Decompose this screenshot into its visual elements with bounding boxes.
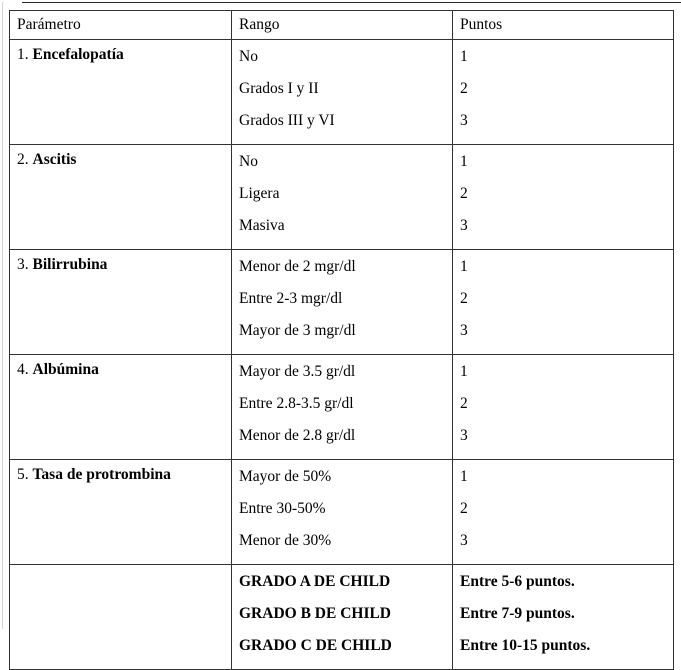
parameter-cell-ascitis bbox=[10, 145, 232, 250]
parameter-label bbox=[10, 460, 231, 483]
points-list bbox=[453, 40, 673, 144]
parameter-name: Bilirrubina bbox=[32, 256, 108, 273]
points-list bbox=[453, 460, 673, 564]
table-header-row bbox=[10, 11, 674, 40]
parameter-cell-bilirrubina bbox=[10, 250, 232, 355]
parameter-name: Encefalopatía bbox=[32, 46, 124, 63]
table-row bbox=[10, 460, 674, 565]
summary-score-cell bbox=[453, 565, 674, 670]
parameter-cell-tasa-de-protrombina bbox=[10, 460, 232, 565]
grade-list bbox=[232, 565, 452, 669]
range-item: No bbox=[239, 48, 258, 65]
parameter-name: Albúmina bbox=[32, 361, 99, 378]
range-list bbox=[232, 40, 452, 144]
parameter-label bbox=[10, 250, 231, 273]
points-item: 2 bbox=[460, 80, 468, 97]
points-list bbox=[453, 145, 673, 249]
range-list bbox=[232, 355, 452, 459]
score-item: Entre 10-15 puntos. bbox=[460, 637, 591, 654]
range-item: Mayor de 3 mgr/dl bbox=[239, 322, 356, 339]
table-row-summary bbox=[10, 565, 674, 670]
points-cell-tasa-de-protrombina bbox=[453, 460, 674, 565]
child-pugh-score-table bbox=[9, 10, 674, 670]
points-item: 3 bbox=[460, 322, 468, 339]
range-cell-tasa-de-protrombina bbox=[232, 460, 453, 565]
page-scan-artifact-top bbox=[22, 2, 681, 3]
points-item: 2 bbox=[460, 395, 468, 412]
range-list bbox=[232, 250, 452, 354]
range-item: Ligera bbox=[239, 185, 280, 202]
points-cell-albumina bbox=[453, 355, 674, 460]
summary-parameter-cell-empty bbox=[10, 565, 232, 670]
table-row bbox=[10, 145, 674, 250]
score-item: Entre 5-6 puntos. bbox=[460, 573, 575, 590]
points-item: 2 bbox=[460, 185, 468, 202]
column-header-rango bbox=[232, 11, 453, 40]
column-header-parametro bbox=[10, 11, 232, 40]
score-list bbox=[453, 565, 673, 669]
points-cell-encefalopatia bbox=[453, 40, 674, 145]
summary-parameter-label bbox=[10, 565, 231, 572]
page-scan-artifact-left bbox=[2, 2, 3, 629]
range-item: Entre 2-3 mgr/dl bbox=[239, 290, 343, 307]
column-header-puntos-label: Puntos bbox=[460, 16, 503, 33]
points-item: 1 bbox=[460, 258, 468, 275]
range-item: Mayor de 50% bbox=[239, 468, 332, 485]
points-item: 1 bbox=[460, 48, 468, 65]
parameter-name: Tasa de protrombina bbox=[32, 466, 171, 483]
parameter-number: 1. bbox=[17, 46, 29, 63]
points-list bbox=[453, 250, 673, 354]
table-row bbox=[10, 40, 674, 145]
range-item: Menor de 2 mgr/dl bbox=[239, 258, 356, 275]
range-item: Entre 30-50% bbox=[239, 500, 326, 517]
points-cell-ascitis bbox=[453, 145, 674, 250]
column-header-parametro-label: Parámetro bbox=[17, 16, 81, 33]
parameter-number: 2. bbox=[17, 151, 29, 168]
parameter-name: Ascitis bbox=[32, 151, 77, 168]
table-row bbox=[10, 355, 674, 460]
column-header-rango-label: Rango bbox=[239, 16, 280, 33]
parameter-number: 5. bbox=[17, 466, 29, 483]
points-item: 3 bbox=[460, 427, 468, 444]
grade-item: GRADO A DE CHILD bbox=[239, 573, 391, 590]
range-cell-albumina bbox=[232, 355, 453, 460]
points-item: 2 bbox=[460, 290, 468, 307]
range-item: Grados III y VI bbox=[239, 112, 335, 129]
column-header-puntos bbox=[453, 11, 674, 40]
points-item: 1 bbox=[460, 468, 468, 485]
range-item: Masiva bbox=[239, 217, 285, 234]
range-item: Grados I y II bbox=[239, 80, 319, 97]
points-item: 2 bbox=[460, 500, 468, 517]
range-item: Menor de 2.8 gr/dl bbox=[239, 427, 356, 444]
parameter-cell-albumina bbox=[10, 355, 232, 460]
range-cell-ascitis bbox=[232, 145, 453, 250]
points-item: 3 bbox=[460, 217, 468, 234]
table-row bbox=[10, 250, 674, 355]
range-item: No bbox=[239, 153, 258, 170]
grade-item: GRADO B DE CHILD bbox=[239, 605, 392, 622]
range-list bbox=[232, 145, 452, 249]
parameter-label bbox=[10, 40, 231, 63]
points-item: 3 bbox=[460, 532, 468, 549]
score-item: Entre 7-9 puntos. bbox=[460, 605, 575, 622]
summary-grade-cell bbox=[232, 565, 453, 670]
parameter-number: 4. bbox=[17, 361, 29, 378]
points-item: 1 bbox=[460, 363, 468, 380]
parameter-cell-encefalopatia bbox=[10, 40, 232, 145]
range-cell-bilirrubina bbox=[232, 250, 453, 355]
points-cell-bilirrubina bbox=[453, 250, 674, 355]
parameter-number: 3. bbox=[17, 256, 29, 273]
range-item: Mayor de 3.5 gr/dl bbox=[239, 363, 356, 380]
range-cell-encefalopatia bbox=[232, 40, 453, 145]
points-item: 3 bbox=[460, 112, 468, 129]
points-item: 1 bbox=[460, 153, 468, 170]
points-list bbox=[453, 355, 673, 459]
parameter-label bbox=[10, 145, 231, 168]
grade-item: GRADO C DE CHILD bbox=[239, 637, 392, 654]
range-item: Menor de 30% bbox=[239, 532, 332, 549]
range-item: Entre 2.8-3.5 gr/dl bbox=[239, 395, 354, 412]
parameter-label bbox=[10, 355, 231, 378]
range-list bbox=[232, 460, 452, 564]
